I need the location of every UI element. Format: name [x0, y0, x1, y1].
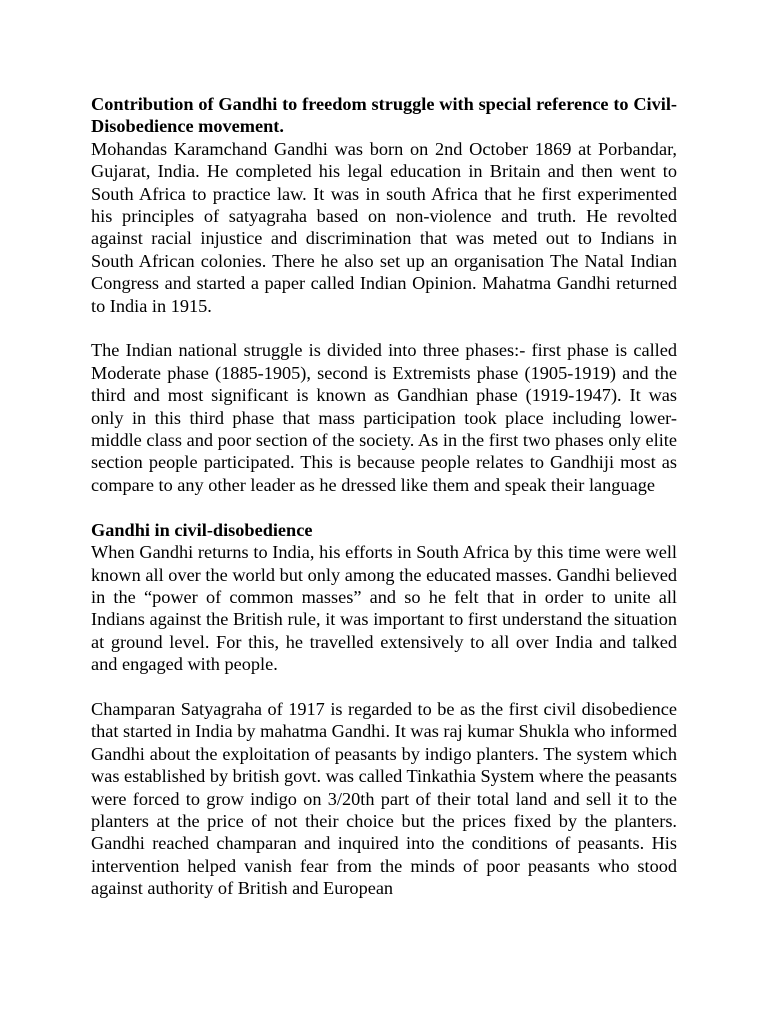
champaran-paragraph: Champaran Satyagraha of 1917 is regarded to be as the first civil disobedience that started in India by mahatma Gandhi. It was raj kumar Shukla who informed Gandhi about the exploitation of peasants by indigo planters. The system which was established by british govt. was called Tinkathia System where the peasants were forced to grow indigo on 3/20th part of their total land and sell it to the planters at the price of not their choice but the prices fixed by the planters. Gandhi reached champaran and inquired into the conditions of peasants. His intervention helped vanish fear from the minds of poor peasants who stood against authority of British and European: [91, 698, 677, 899]
phases-paragraph: The Indian national struggle is divided into three phases:- first phase is called Moderate phase (1885-1905), second is Extremists phase (1905-1919) and the third and most significant is known as Gandhian phase (1919-1947). It was only in this third phase that mass participation took place including lower-middle class and poor section of the society. As in the first two phases only elite section people participated. This is because people relates to Gandhiji most as compare to any other leader as he dressed like them and speak their language: [91, 340, 677, 495]
document-title: Contribution of Gandhi to freedom struggle with special reference to Civil-Disobedience movement.: [91, 94, 677, 137]
paragraph-gap: [91, 317, 677, 339]
intro-paragraph: Mohandas Karamchand Gandhi was born on 2nd October 1869 at Porbandar, Gujarat, India. He completed his legal education in Britain and then went to South Africa to practice law. It was in south Africa that he first experimented his principles of satyagraha based on non-violence and truth. He revolted against racial injustice and discrimination that was meted out to Indians in South African colonies. There he also set up an organisation The Natal Indian Congress and started a paper called Indian Opinion. Mahatma Gandhi returned to India in 1915.: [91, 138, 677, 316]
paragraph-gap: [91, 676, 677, 698]
section-paragraph: When Gandhi returns to India, his efforts in South Africa by this time were well known all over the world but only among the educated masses. Gandhi believed in the “power of common masses” and so he felt that in order to unite all Indians against the British rule, it was important to first understand the situation at ground level. For this, he travelled extensively to all over India and talked and engaged with people.: [91, 542, 677, 675]
paragraph-gap: [91, 496, 677, 518]
section-heading: Gandhi in civil-disobedience: [91, 519, 313, 540]
